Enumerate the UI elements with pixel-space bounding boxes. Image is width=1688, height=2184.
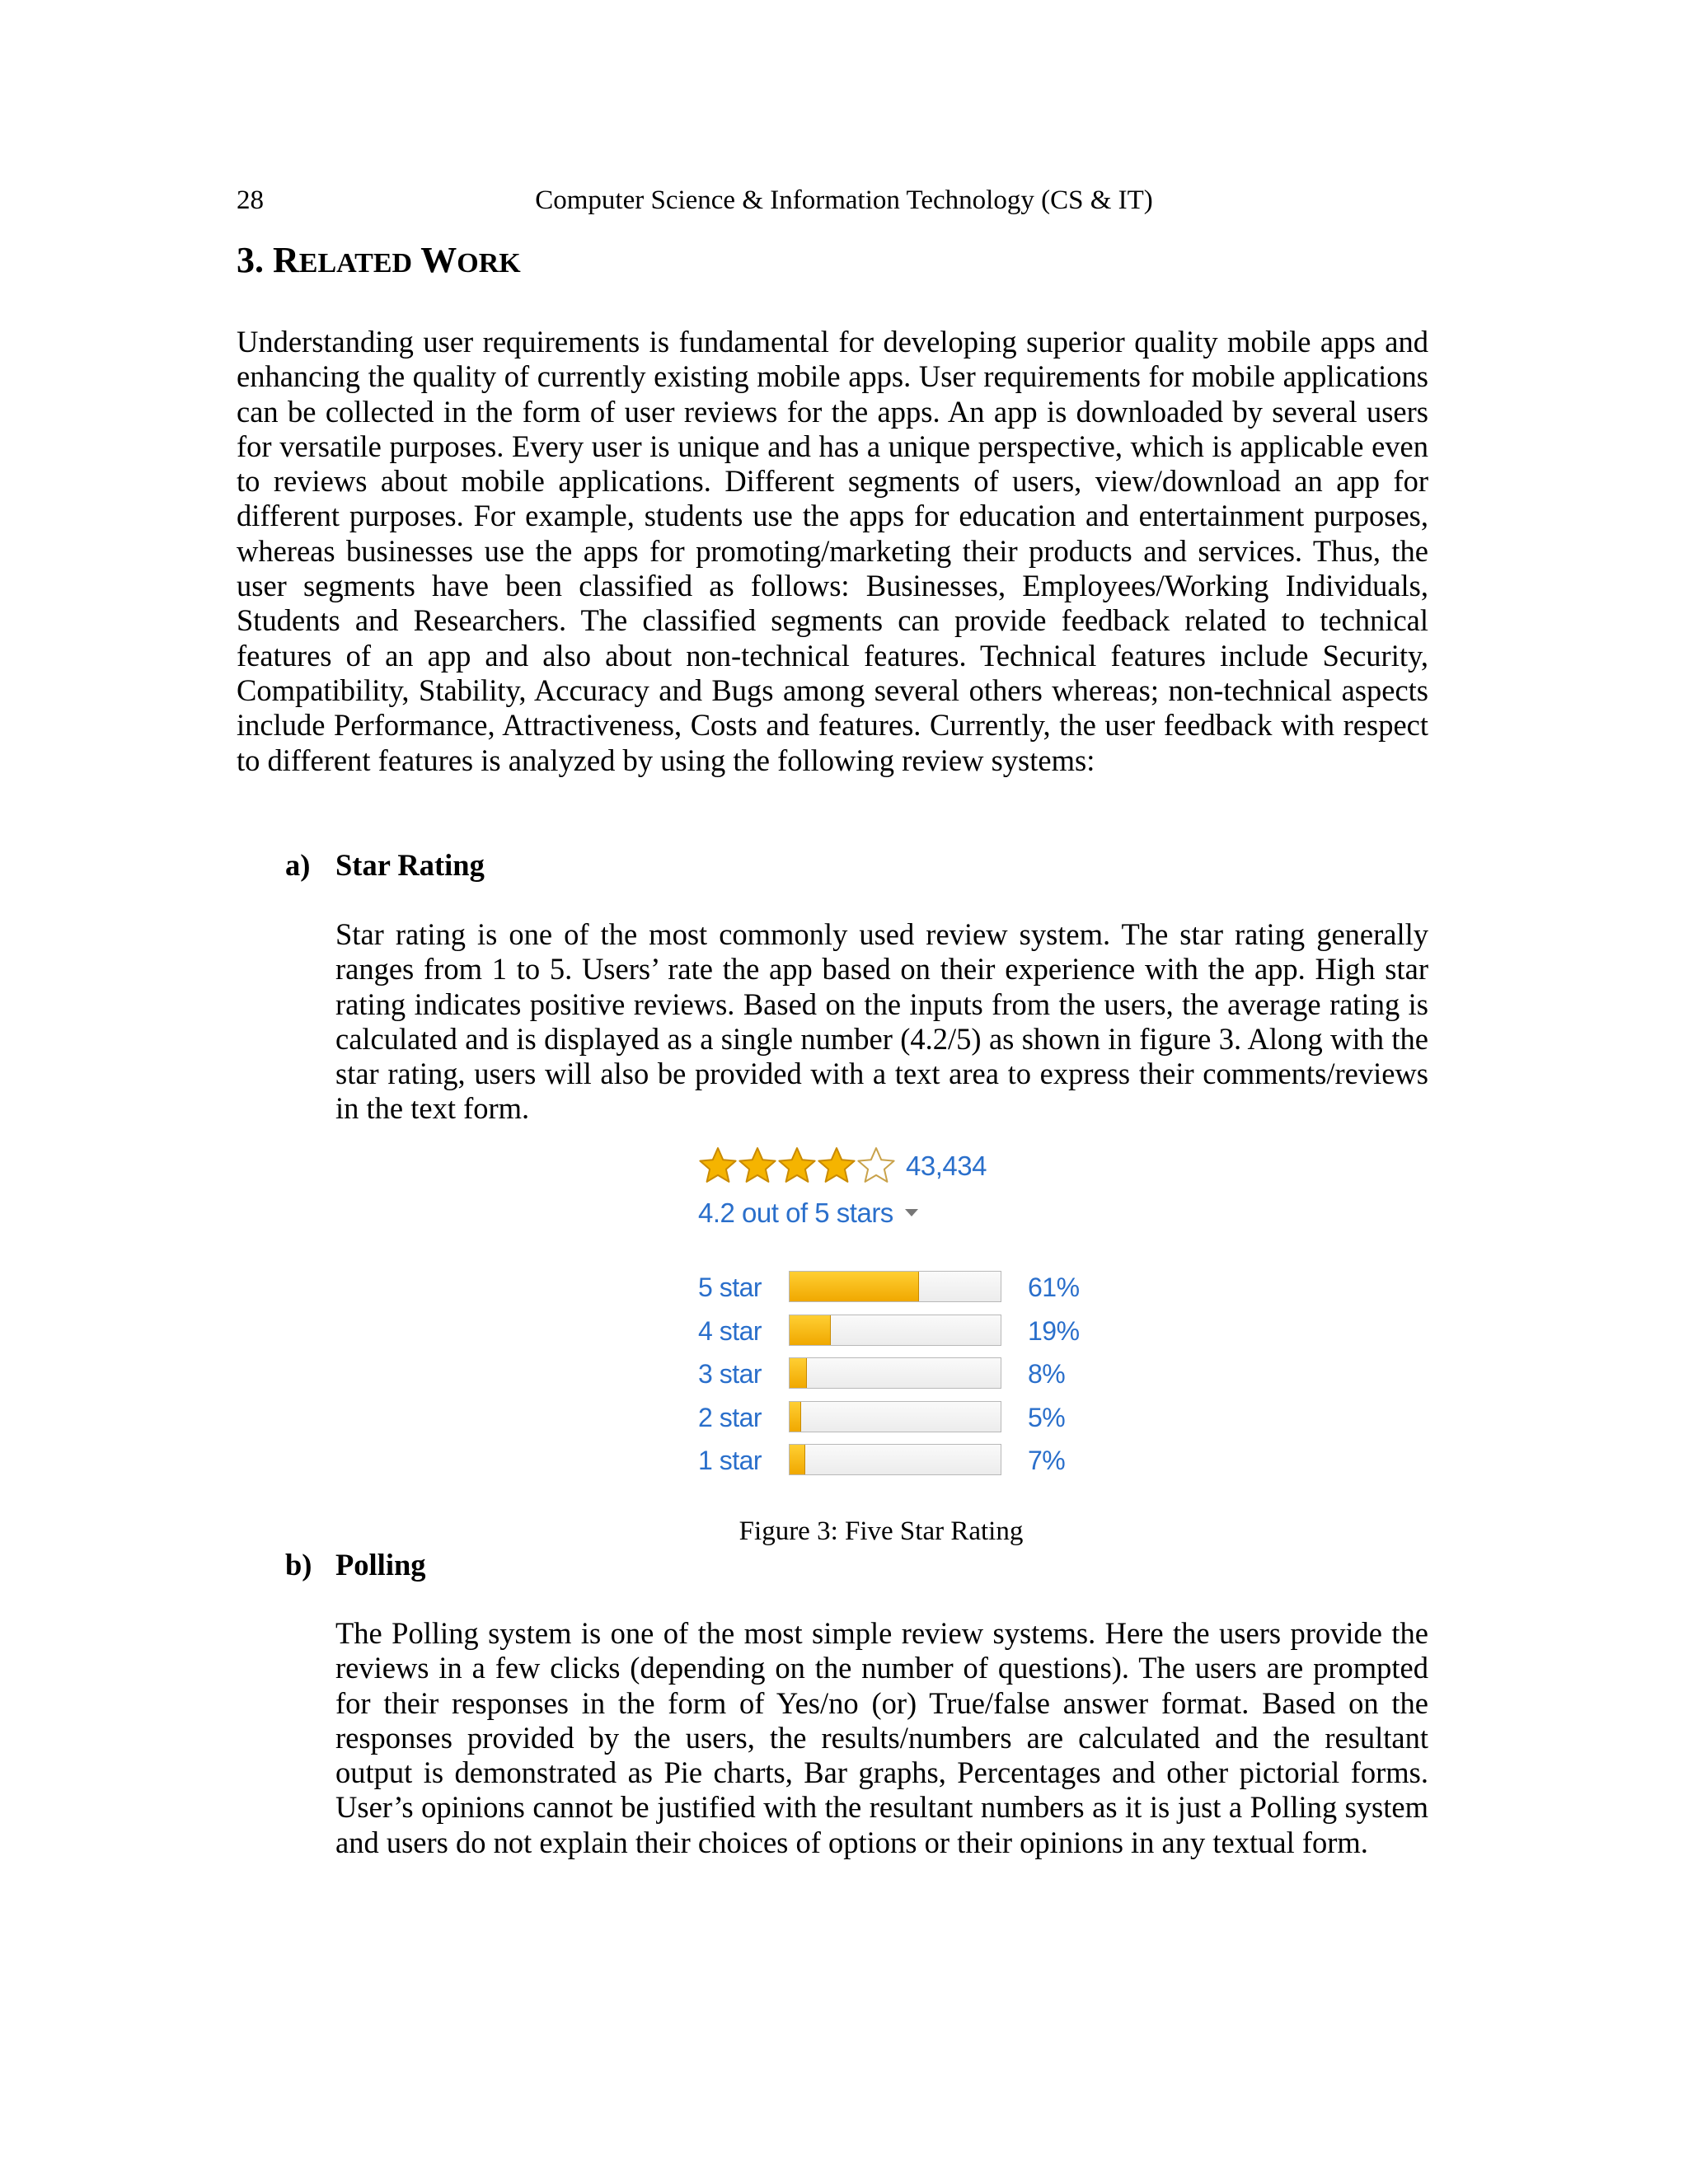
rating-histogram-row[interactable] <box>698 1315 1127 1351</box>
item-b-letter: b) <box>285 1548 312 1582</box>
histogram-bar-fill <box>790 1402 801 1432</box>
rating-widget <box>698 1146 1127 1492</box>
rating-histogram-row[interactable] <box>698 1357 1127 1394</box>
histogram-bar <box>789 1401 1001 1432</box>
average-rating-dropdown[interactable] <box>698 1197 918 1229</box>
star-filled-icon <box>738 1146 777 1185</box>
histogram-percent[interactable]: 19% <box>1028 1315 1080 1346</box>
histogram-percent[interactable]: 7% <box>1028 1446 1066 1475</box>
star-empty-icon <box>856 1146 896 1185</box>
histogram-label[interactable]: 1 star <box>698 1446 762 1475</box>
caret-down-icon <box>905 1209 918 1216</box>
rating-histogram-row[interactable] <box>698 1444 1127 1480</box>
page-number: 28 <box>237 185 264 215</box>
item-a-title: Star Rating <box>335 848 485 882</box>
histogram-percent[interactable]: 8% <box>1028 1359 1066 1389</box>
histogram-bar <box>789 1444 1001 1475</box>
histogram-percent[interactable]: 5% <box>1028 1402 1066 1432</box>
item-a-letter: a) <box>285 848 311 882</box>
histogram-bar <box>789 1357 1001 1389</box>
rating-histogram-row[interactable] <box>698 1401 1127 1437</box>
histogram-label[interactable]: 2 star <box>698 1402 762 1432</box>
section-heading: 3. RELATED WORK <box>237 240 521 280</box>
polling-paragraph: The Polling system is one of the most simple review systems. Here the users provide the reviews in a few clicks (depending on the number of questions). The users are prompted for their responses in the form of Yes/no (or) True/false answer format. Based on the responses provided by the users, the results/numbers are calculated and the resultant output is demonstrated as Pie charts, Bar graphs, Percentages and other pictorial forms. User’s opinions cannot be justified with the resultant numbers as it is just a Polling system and users do not explain their choices of options or their opinions in any textual form. <box>335 1616 1428 1859</box>
histogram-label[interactable]: 3 star <box>698 1359 762 1389</box>
item-b-title: Polling <box>335 1548 426 1582</box>
histogram-bar-fill <box>790 1315 831 1345</box>
figure-caption: Figure 3: Five Star Rating <box>738 1516 1024 1546</box>
histogram-bar <box>789 1271 1001 1302</box>
running-header: Computer Science & Information Technology (CS & IT) <box>535 185 1153 215</box>
section-number: 3. <box>237 240 264 280</box>
histogram-bar <box>789 1315 1001 1346</box>
histogram-bar-fill <box>790 1445 805 1474</box>
histogram-label[interactable]: 5 star <box>698 1272 762 1302</box>
star-filled-icon <box>777 1146 817 1185</box>
star-rating-paragraph: Star rating is one of the most commonly used review system. The star rating generally ranges from 1 to 5. Users’ rate the app based on their experience with the app. High star rating indicates positive reviews. Based on the inputs from the users, the average rating is calculated and is displayed as a single number (4.2/5) as shown in figure 3. Along with the star rating, users will also be provided with a text area to express their comments/reviews in the text form. <box>335 917 1428 1126</box>
histogram-bar-fill <box>790 1272 919 1301</box>
review-count-link[interactable]: 43,434 <box>906 1151 987 1181</box>
histogram-label[interactable]: 4 star <box>698 1315 762 1346</box>
histogram-percent[interactable]: 61% <box>1028 1272 1080 1302</box>
star-row[interactable] <box>698 1146 896 1188</box>
average-rating-text: 4.2 out of 5 stars <box>698 1197 893 1228</box>
rating-histogram-row[interactable] <box>698 1271 1127 1307</box>
star-filled-icon <box>817 1146 856 1185</box>
intro-paragraph: Understanding user requirements is fundamental for developing superior quality mobile apps and enhancing the quality of currently existing mobile apps. User requirements for mobile applications can be collected in the form of user reviews for the apps. An app is downloaded by several users for versatile purposes. Every user is unique and has a unique perspective, which is applicable even to reviews about mobile applications. Different segments of users, view/download an app for different purposes. For example, students use the apps for education and entertainment purposes, whereas businesses use the apps for promoting/marketing their products and services. Thus, the user segments have been classified as follows: Businesses, Employees/Working Individuals, Students and Researchers. The classified segments can provide feedback related to technical features of an app and also about non-technical features. Technical features include Security, Compatibility, Stability, Accuracy and Bugs among several others whereas; non-technical aspects include Performance, Attractiveness, Costs and features. Currently, the user feedback with respect to different features is analyzed by using the following review systems: <box>237 325 1428 777</box>
star-filled-icon <box>698 1146 738 1185</box>
histogram-bar-fill <box>790 1358 807 1388</box>
